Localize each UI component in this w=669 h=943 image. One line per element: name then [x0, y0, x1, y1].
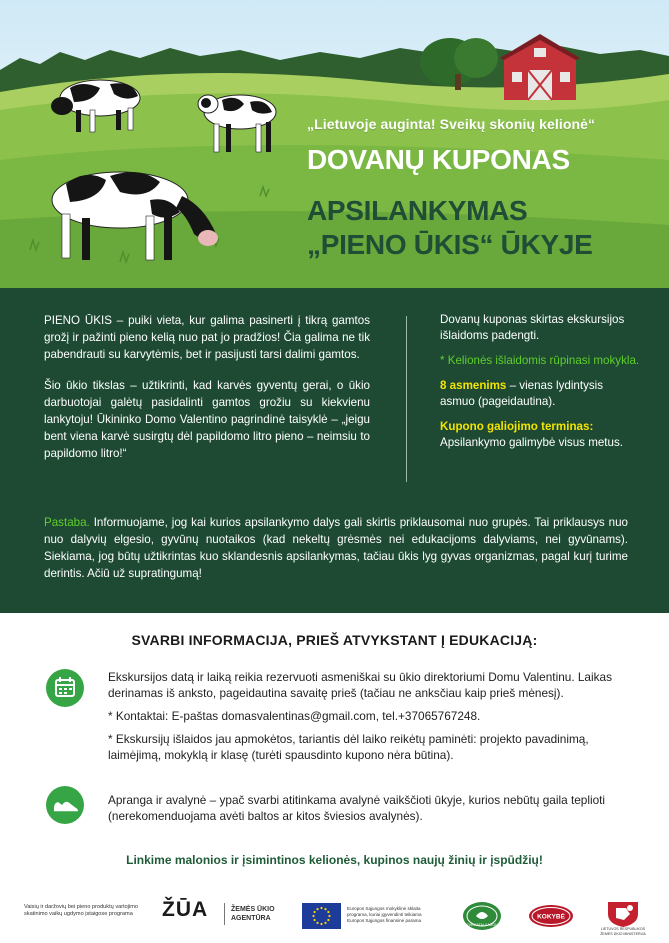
- visit-title: [307, 194, 637, 262]
- farm-intro-paragraph: PIENO ŪKIS – puiki vieta, kur galima pasinerti į tikrą gamtos grožį ir pažinti pieno kelią nuo pat jo pradžios! Čia galima ne tik pabendrauti su karvytėmis, bet ir pasijusti tarsi dalimi gamtos.: [44, 314, 370, 361]
- coupon-details: [440, 312, 640, 451]
- ministry-name: LIETUVOS RESPUBLIKOS ŽEMĖS ŪKIO MINISTERIJA: [600, 927, 646, 936]
- clothing-text: Apranga ir avalynė – ypač svarbi atitinkama avalynė vaikščioti ūkyje, kurios nebūtų gaila teplioti (nerekomenduojama avėti baltos ar kitos šviesios avalynės).: [108, 793, 606, 823]
- healthy-badge-icon: [462, 901, 502, 936]
- travel-expenses-note: * Kelionės išlaidomis rūpinasi mokykla.: [440, 354, 640, 367]
- footer-logos: [0, 890, 669, 943]
- zua-sub-line-1: ŽEMĖS ŪKIO: [231, 906, 275, 913]
- note-paragraph: [44, 514, 628, 582]
- validity-text: Apsilankymo galimybė visus metus.: [440, 436, 623, 449]
- zua-agency-name: [231, 905, 275, 923]
- visit-title-line-1: APSILANKYMAS: [307, 195, 528, 226]
- clothing-info: [108, 792, 628, 831]
- barn-icon: [500, 34, 580, 100]
- closing-wish: Linkime malonios ir įsimintinos kelionės, kupinos naujų žinių ir įspūdžių!: [126, 853, 543, 867]
- validity-block: [440, 419, 640, 451]
- description-section: [0, 288, 669, 613]
- farm-description: [44, 312, 370, 476]
- quality-badge-icon: [528, 904, 574, 933]
- note-text: Informuojame, jog kai kurios apsilankymo dalys gali skirtis priklausomai nuo grupės. Tai priklausys nuo nuo dalyvių elgesio, gyvūnų nuotaikos (kad nekeltų grėsmės nei edukacijoms dalyviams, nei gyvūnams). Siekiama, jog būtų užtikrintas kuo sklandesnis apsilankymas, tačiau ūkis lyg gyvas organizmas, pagal kurį turime derintis. Ačiū už supratingumą!: [44, 516, 628, 580]
- booking-info: [108, 669, 628, 770]
- persons-info: [440, 378, 640, 410]
- paid-expenses-text: * Ekskursijų išlaidos jau apmokėtos, tariantis dėl laiko reikėtų paminėti: projekto pavadinimą, laimėjimą, mokyklą ir klasę (turėti spausdinto kupono nėra būtina).: [108, 732, 589, 762]
- persons-count: 8 asmenims: [440, 379, 507, 392]
- visit-title-line-2: „PIENO ŪKIS“ ŪKYJE: [307, 229, 593, 260]
- validity-title: Kupono galiojimo terminas:: [440, 420, 594, 433]
- quality-badge-label: KOKYBĖ: [537, 913, 565, 921]
- calendar-icon: [46, 669, 84, 707]
- zua-logo: ŽŪA: [162, 898, 209, 921]
- note-label: Pastaba.: [44, 516, 90, 529]
- zua-separator: [224, 903, 225, 925]
- slogan: „Lietuvoje auginta! Sveikų skonių kelionė“: [307, 116, 596, 132]
- shoe-icon: [46, 786, 84, 824]
- persons-rest: – vienas lydintysis asmuo (pageidautina).: [440, 379, 604, 408]
- coupon-title: DOVANŲ KUPONAS: [307, 144, 570, 175]
- program-text: Vaisių ir daržovių bei pieno produktų vartojimo skatinimo vaikų ugdymo įstaigose programa: [24, 904, 139, 917]
- eu-flag-icon: [302, 903, 341, 929]
- contacts-text: * Kontaktai: E-paštas domasvalentinas@gmail.com, tel.+37065767248.: [108, 709, 481, 723]
- hero-text-block: [307, 116, 637, 262]
- important-info-heading: SVARBI INFORMACIJA, PRIEŠ ATVYKSTANT Į EDUKACIJĄ:: [131, 632, 538, 648]
- healthy-badge-label: SVEIKATAI SAUGU: [466, 923, 498, 927]
- column-divider: [406, 316, 407, 482]
- zua-sub-line-2: AGENTŪRA: [231, 915, 271, 922]
- farm-goal-paragraph: Šio ūkio tikslas – užtikrinti, kad karvės gyventų gerai, o ūkio darbuotojai galėtų pasidalinti gamtos grožiu su kiekvienu lankytoju! Ūkininko Domo Valentino pagrindinė taisyklė – „jeigu bent viena karvė susirgtų dėl papildomo litro pieno – neimsiu to papildomo litro!“: [44, 379, 370, 460]
- hero-banner: [0, 0, 669, 288]
- booking-text: Ekskursijos datą ir laiką reikia rezervuoti asmeniškai su ūkio direktoriumi Domu Valentinu. Laikas derinamas iš anksto, pageidautina savaitę prieš (tačiau ne anksčiau kaip prieš mėnesį).: [108, 670, 612, 700]
- coupon-purpose: Dovanų kuponas skirtas ekskursijos išlaidoms padengti.: [440, 313, 625, 342]
- eu-program-text: Europos Sąjungos mokyklinė sklaita programa, kuriai įgyvendinti teikiama Europos Sąjungos finansinė parama: [347, 906, 422, 923]
